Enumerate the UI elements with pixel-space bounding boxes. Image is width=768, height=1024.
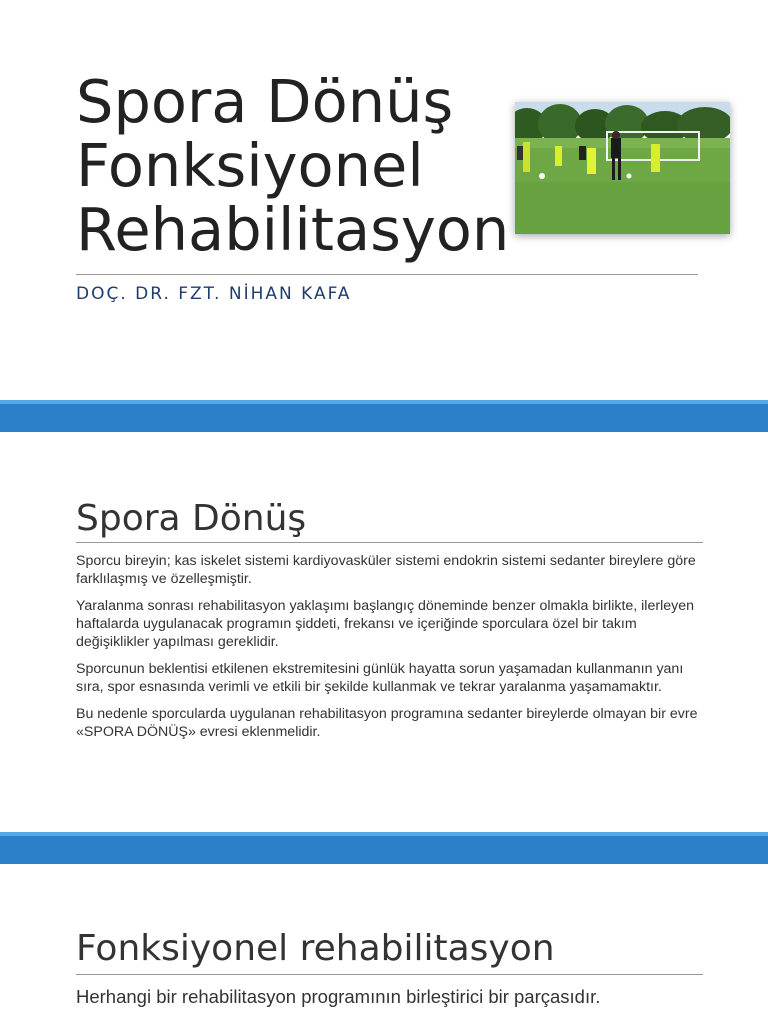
slide-separator-band (0, 832, 768, 864)
content-slide-spora-donus (0, 432, 768, 832)
paragraph: Yaralanma sonrası rehabilitasyon yaklaşımı başlangıç döneminde benzer olmakla birlikte, ilerleyen haftalarda uygulanacak programın şiddeti, frekansı ve içeriğinde sporculara özel bir takım değişiklikler yapılması gereklidir. (76, 598, 694, 650)
title-line-2: Fonksiyonel (76, 131, 424, 200)
paragraph: Sporcu bireyin; kas iskelet sistemi kardiyovasküler sistemi endokrin sistemi sedanter bireylere göre farklılaşmış ve özelleşmiştir. (76, 553, 696, 587)
soccer-training-photo (515, 102, 730, 234)
slide-heading: Spora Dönüş (76, 498, 307, 539)
author-subtitle: DOÇ. DR. FZT. NİHAN KAFA (76, 284, 352, 304)
title-divider (76, 274, 698, 275)
body-text (76, 552, 708, 750)
slide-title (76, 67, 510, 264)
heading-divider (76, 974, 703, 975)
title-slide (0, 0, 768, 400)
paragraph: Herhangi bir rehabilitasyon programının birleştirici bir parçasıdır. (76, 986, 601, 1007)
slide-separator-band (0, 400, 768, 432)
title-line-3: Rehabilitasyon (76, 195, 510, 264)
paragraph: Sporcunun beklentisi etkilenen ekstremitesini günlük hayatta sorun yaşamadan kullanmanın yanı sıra, spor esnasında verimli ve etkili bir şekilde kullanmak ve tekrar yaralanma yaşamamaktır. (76, 661, 684, 695)
slide-heading: Fonksiyonel rehabilitasyon (76, 928, 555, 969)
heading-divider (76, 542, 703, 543)
content-slide-fonksiyonel-rehabilitasyon (0, 864, 768, 1024)
paragraph: Bu nedenle sporcularda uygulanan rehabilitasyon programına sedanter bireylerde olmayan bir evre «SPORA DÖNÜŞ» evresi eklenmelidir. (76, 706, 698, 740)
title-line-1: Spora Dönüş (76, 67, 454, 136)
